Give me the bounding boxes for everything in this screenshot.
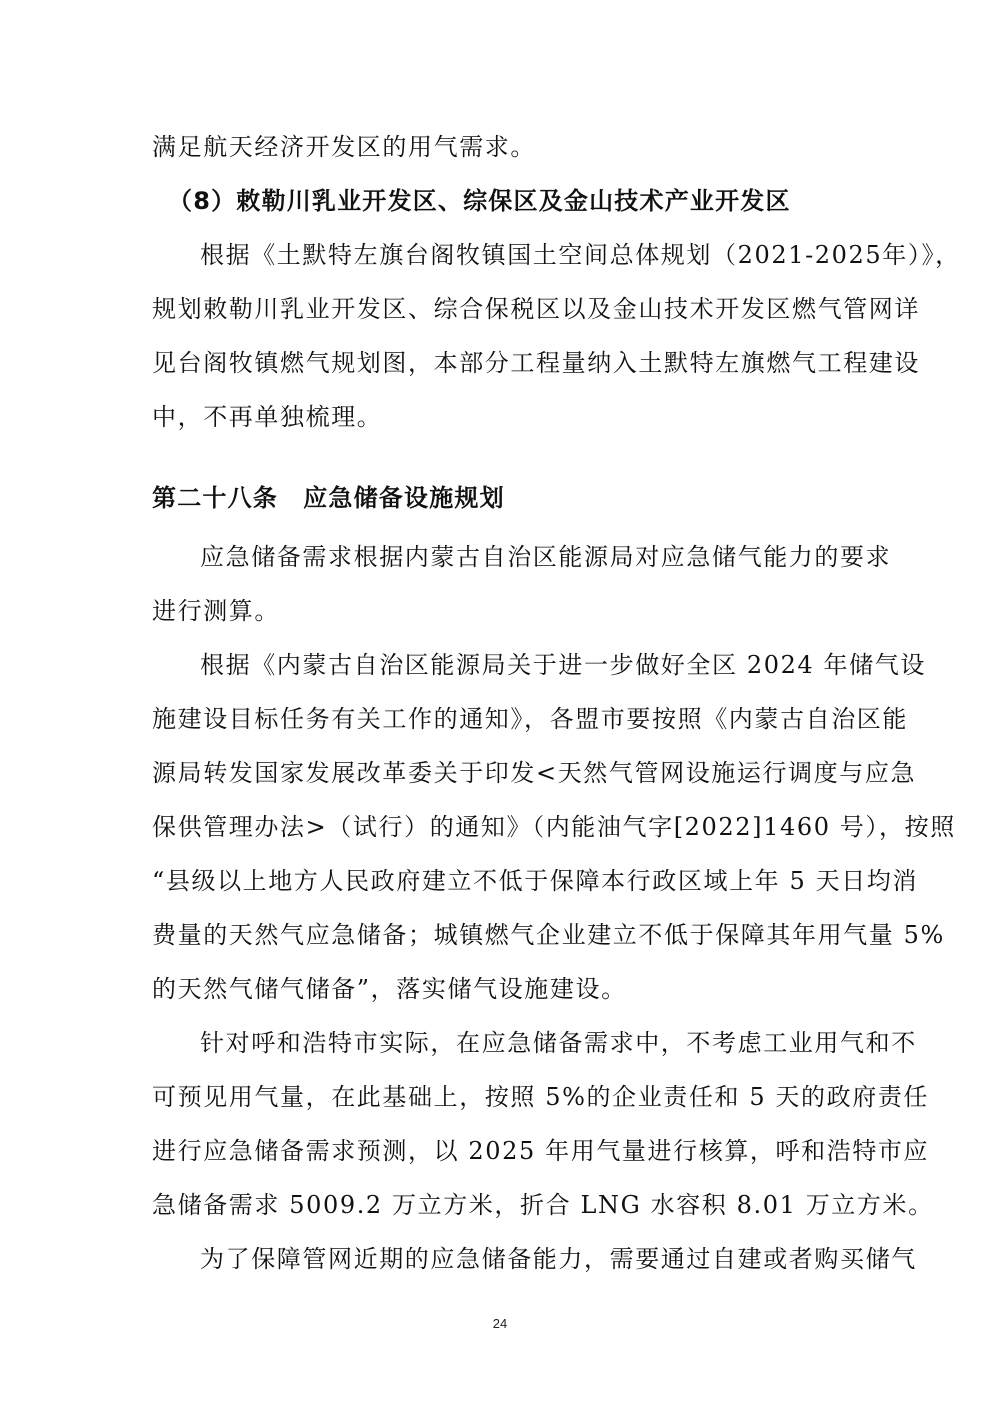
paragraph-line: 为了保障管网近期的应急储备能力，需要通过自建或者购买储气 (200, 1245, 917, 1273)
paragraph-line: 的天然气储气储备”，落实储气设施建设。 (152, 975, 627, 1003)
page-number: 24 (492, 1316, 508, 1331)
paragraph-line: 进行应急储备需求预测，以 2025 年用气量进行核算，呼和浩特市应 (152, 1137, 930, 1165)
paragraph-line: 满足航天经济开发区的用气需求。 (152, 133, 536, 161)
paragraph-line: 保供管理办法>（试行）的通知》（内能油气字[2022]1460 号），按照 (152, 813, 956, 841)
paragraph-line: 可预见用气量，在此基础上，按照 5%的企业责任和 5 天的政府责任 (152, 1083, 930, 1111)
paragraph-line: 根据《土默特左旗台阁牧镇国土空间总体规划（2021-2025年）》， (200, 241, 961, 269)
paragraph-line: 施建设目标任务有关工作的通知》，各盟市要按照《内蒙古自治区能 (152, 705, 908, 733)
paragraph-line: 进行测算。 (152, 597, 280, 625)
paragraph-line: 费量的天然气应急储备；城镇燃气企业建立不低于保障其年用气量 5% (152, 921, 945, 949)
paragraph-line: 见台阁牧镇燃气规划图，本部分工程量纳入土默特左旗燃气工程建设 (152, 349, 920, 377)
paragraph-line: 规划敕勒川乳业开发区、综合保税区以及金山技术开发区燃气管网详 (152, 295, 920, 323)
paragraph-line: 针对呼和浩特市实际，在应急储备需求中，不考虑工业用气和不 (200, 1029, 917, 1057)
subsection-heading: （8）敕勒川乳业开发区、综保区及金山技术产业开发区 (168, 187, 791, 215)
paragraph-line: 应急储备需求根据内蒙古自治区能源局对应急储气能力的要求 (200, 543, 892, 571)
article-heading: 第二十八条 应急储备设施规划 (152, 484, 505, 512)
paragraph-line: 根据《内蒙古自治区能源局关于进一步做好全区 2024 年储气设 (200, 651, 926, 679)
paragraph-line: 源局转发国家发展改革委关于印发<天然气管网设施运行调度与应急 (152, 759, 917, 787)
paragraph-line: “县级以上地方人民政府建立不低于保障本行政区域上年 5 天日均消 (152, 867, 918, 895)
paragraph-line: 急储备需求 5009.2 万立方米，折合 LNG 水容积 8.01 万立方米。 (152, 1191, 934, 1219)
paragraph-line: 中，不再单独梳理。 (152, 403, 383, 431)
